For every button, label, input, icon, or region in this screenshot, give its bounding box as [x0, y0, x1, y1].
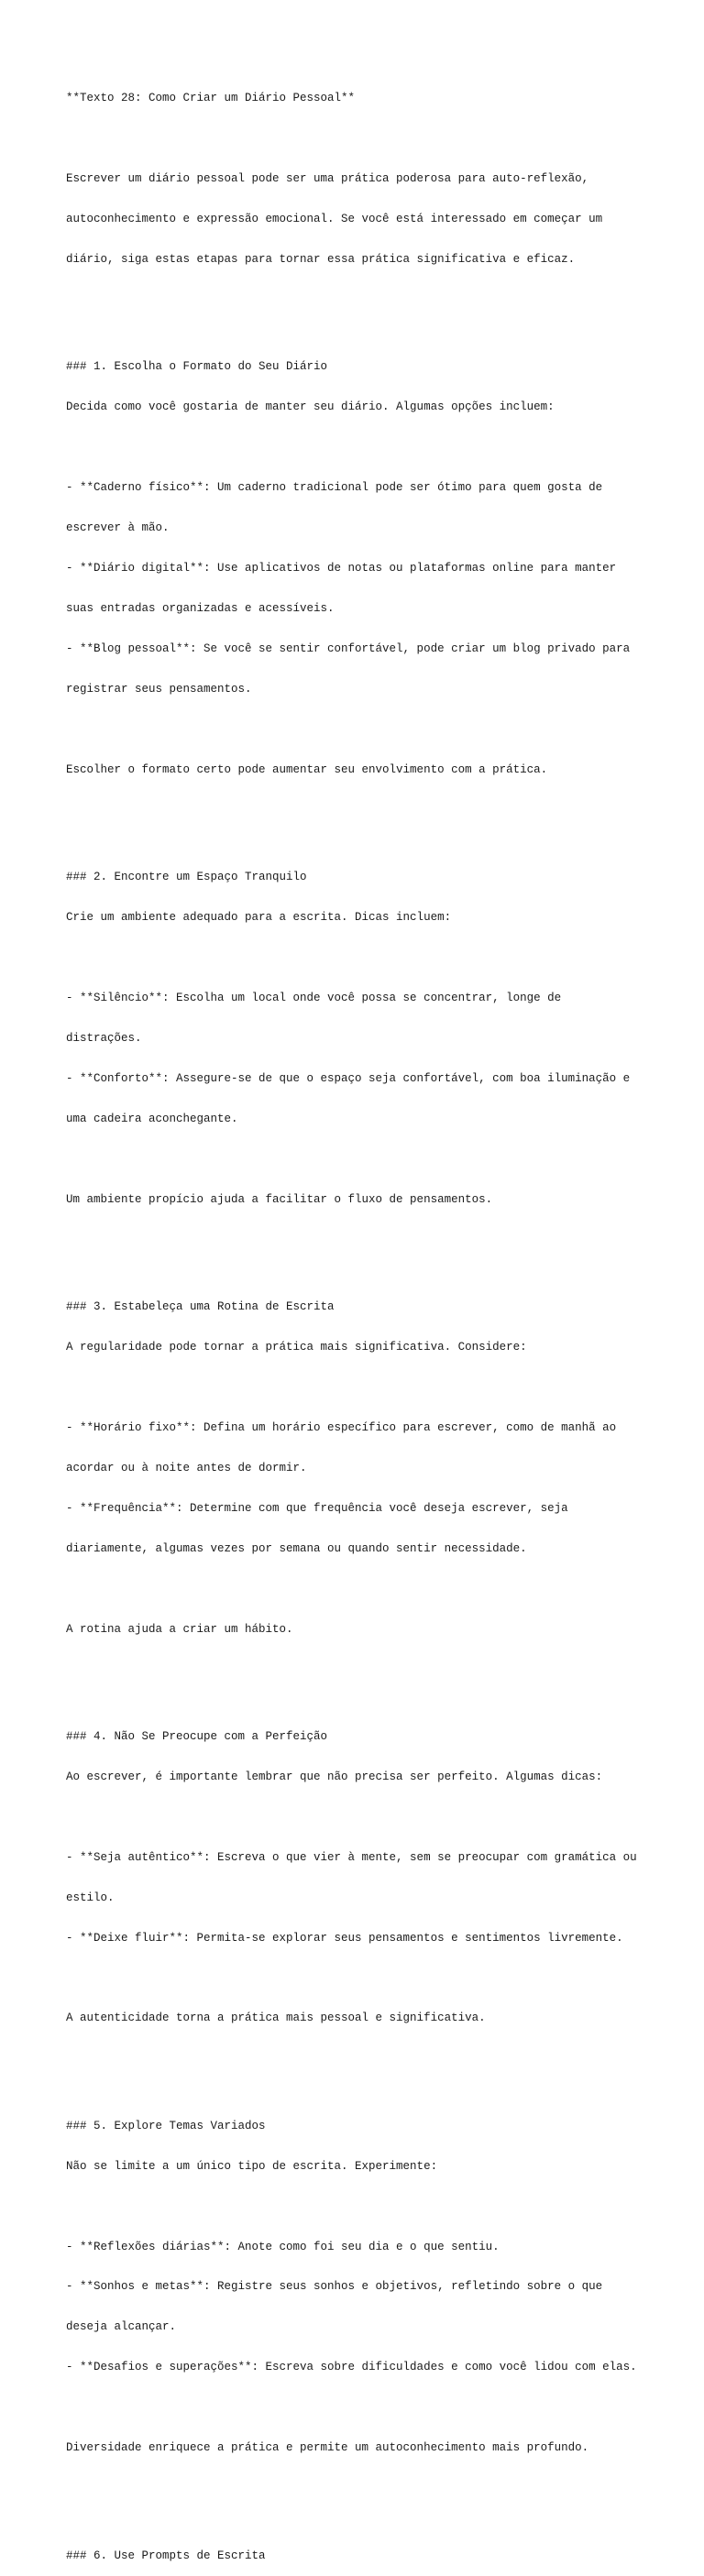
- bullet-line: deseja alcançar.: [66, 2320, 177, 2334]
- section-heading: ### 6. Use Prompts de Escrita: [66, 2549, 266, 2562]
- bullet-line: - **Diário digital**: Use aplicativos de notas ou plataformas online para manter: [66, 562, 617, 575]
- bullet-line: distrações.: [66, 1031, 142, 1045]
- blank-line: [66, 2200, 689, 2214]
- bullet-line: - **Silêncio**: Escolha um local onde você possa se concentrar, longe de: [66, 991, 562, 1004]
- blank-line: [66, 1972, 689, 1986]
- bullet-line: estilo.: [66, 1891, 115, 1904]
- section-closing: Diversidade enriquece a prática e permite um autoconhecimento mais profundo.: [66, 2441, 589, 2455]
- bullet-line: - **Caderno físico**: Um caderno tradicional pode ser ótimo para quem gosta de: [66, 481, 603, 495]
- bullet-line: suas entradas organizadas e acessíveis.: [66, 602, 335, 616]
- blank-line: [66, 1811, 689, 1825]
- bullet-line: - **Conforto**: Assegure-se de que o espaço seja confortável, com boa iluminação e: [66, 1071, 631, 1085]
- section-heading: ### 1. Escolha o Formato do Seu Diário: [66, 360, 328, 374]
- blank-line: [66, 2482, 689, 2495]
- bullet-line: registrar seus pensamentos.: [66, 682, 252, 696]
- section-closing: A autenticidade torna a prática mais pessoal e significativa.: [66, 2011, 486, 2025]
- section-heading: ### 5. Explore Temas Variados: [66, 2119, 266, 2132]
- blank-line: [66, 441, 689, 455]
- section-heading: ### 2. Encontre um Espaço Tranquilo: [66, 871, 307, 884]
- blank-line: [66, 723, 689, 737]
- blank-line: [66, 1233, 689, 1247]
- document-title: **Texto 28: Como Criar um Diário Pessoal**: [66, 92, 356, 105]
- bullet-line: - **Reflexões diárias**: Anote como foi seu dia e o que sentiu.: [66, 2240, 500, 2253]
- bullet-line: - **Desafios e superações**: Escreva sobre dificuldades e como você lidou com elas.: [66, 2361, 637, 2374]
- section-closing: A rotina ajuda a criar um hábito.: [66, 1622, 293, 1636]
- bullet-line: - **Horário fixo**: Defina um horário específico para escrever, como de manhã ao: [66, 1420, 617, 1434]
- blank-line: [66, 1381, 689, 1395]
- bullet-line: - **Seja autêntico**: Escreva o que vier à mente, sem se preocupar com gramática ou: [66, 1850, 637, 1864]
- bullet-line: - **Blog pessoal**: Se você se sentir confortável, pode criar um blog privado para: [66, 642, 631, 656]
- blank-line: [66, 1583, 689, 1596]
- document-page: [66, 65, 689, 2576]
- blank-line: [66, 2052, 689, 2066]
- bullet-line: - **Frequência**: Determine com que frequência você deseja escrever, seja: [66, 1501, 568, 1515]
- section-lead: Decida como você gostaria de manter seu diário. Algumas opções incluem:: [66, 400, 555, 414]
- section-heading: ### 3. Estabeleça uma Rotina de Escrita: [66, 1299, 335, 1313]
- section-lead: Não se limite a um único tipo de escrita. Experimente:: [66, 2159, 438, 2173]
- blank-line: [66, 293, 689, 307]
- intro-line: diário, siga estas etapas para tornar essa prática significativa e eficaz.: [66, 253, 576, 267]
- blank-line: [66, 1153, 689, 1167]
- blank-line: [66, 804, 689, 817]
- blank-line: [66, 1663, 689, 1677]
- bullet-line: escrever à mão.: [66, 521, 170, 535]
- section-lead: Crie um ambiente adequado para a escrita. Dicas incluem:: [66, 911, 452, 925]
- blank-line: [66, 951, 689, 965]
- blank-line: [66, 2401, 689, 2415]
- bullet-line: diariamente, algumas vezes por semana ou quando sentir necessidade.: [66, 1541, 527, 1555]
- bullet-line: acordar ou à noite antes de dormir.: [66, 1461, 307, 1474]
- bullet-line: - **Deixe fluir**: Permita-se explorar seus pensamentos e sentimentos livremente.: [66, 1931, 623, 1945]
- bullet-line: - **Sonhos e metas**: Registre seus sonhos e objetivos, refletindo sobre o que: [66, 2280, 603, 2294]
- section-lead: A regularidade pode tornar a prática mais significativa. Considere:: [66, 1340, 527, 1354]
- section-closing: Um ambiente propício ajuda a facilitar o fluxo de pensamentos.: [66, 1192, 493, 1206]
- bullet-line: uma cadeira aconchegante.: [66, 1112, 238, 1125]
- blank-line: [66, 132, 689, 146]
- section-closing: Escolher o formato certo pode aumentar seu envolvimento com a prática.: [66, 762, 548, 776]
- intro-line: Escrever um diário pessoal pode ser uma prática poderosa para auto-reflexão,: [66, 172, 589, 186]
- intro-line: autoconhecimento e expressão emocional. Se você está interessado em começar um: [66, 213, 603, 226]
- section-lead: Ao escrever, é importante lembrar que não precisa ser perfeito. Algumas dicas:: [66, 1770, 603, 1783]
- section-heading: ### 4. Não Se Preocupe com a Perfeição: [66, 1729, 328, 1743]
